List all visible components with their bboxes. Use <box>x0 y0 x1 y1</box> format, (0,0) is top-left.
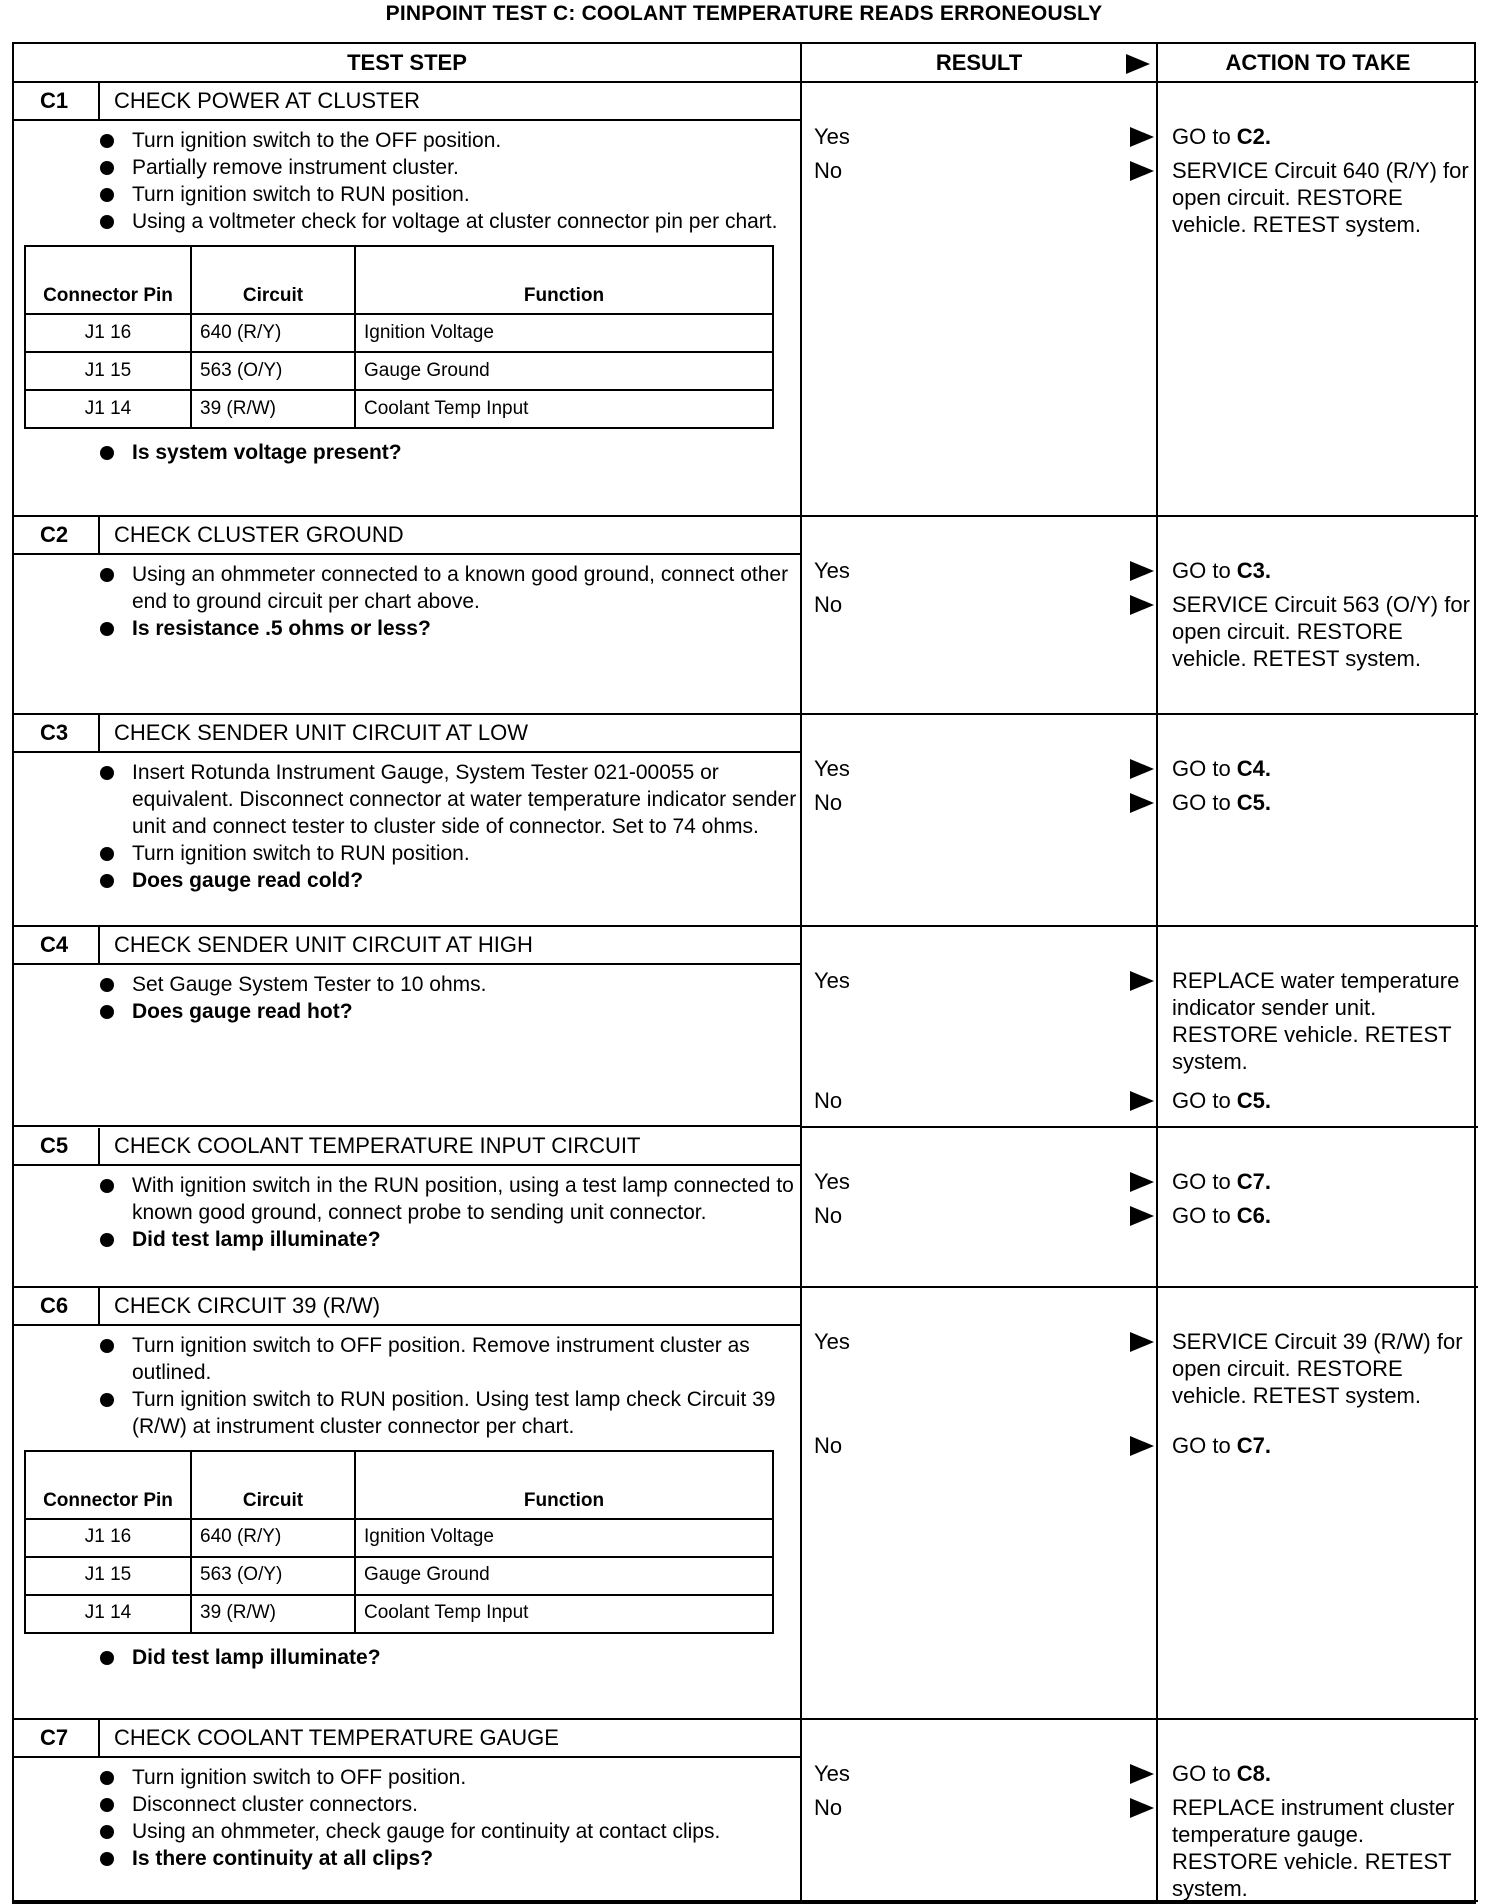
step-instruction <box>110 1818 800 1845</box>
step-header <box>14 83 800 121</box>
step-title: CHECK CIRCUIT 39 (R/W) <box>114 1292 381 1318</box>
cell-function: Coolant Temp Input <box>355 390 773 428</box>
connector-chart <box>24 245 774 429</box>
action-text: GO to C3. <box>1172 558 1272 584</box>
chart-row <box>25 1519 773 1557</box>
cell-function: Ignition Voltage <box>355 314 773 352</box>
bullet-icon <box>100 1005 114 1019</box>
result-no <box>814 789 1154 817</box>
question-text: Does gauge read cold? <box>132 869 364 893</box>
bullet-icon <box>100 766 114 780</box>
bullet-icon <box>100 568 114 582</box>
action-cell-c5 <box>1156 1128 1478 1288</box>
step-body <box>14 753 800 898</box>
cell-circuit: 563 (O/Y) <box>191 1557 355 1595</box>
col-connector-pin: Connector Pin <box>25 246 191 314</box>
question-text: Is resistance .5 ohms or less? <box>132 617 431 641</box>
result-label: Yes <box>814 1328 850 1354</box>
step-instruction <box>110 154 800 181</box>
step-question <box>110 867 800 894</box>
action-text: REPLACE water temperature indicator sender unit. RESTORE vehicle. RETEST system. <box>1172 968 1460 1075</box>
step-title: CHECK COOLANT TEMPERATURE GAUGE <box>114 1724 559 1750</box>
bullet-icon <box>100 847 114 861</box>
step-instruction <box>110 1386 800 1440</box>
question-text: Is there continuity at all clips? <box>132 1846 434 1870</box>
cell-circuit: 640 (R/Y) <box>191 1519 355 1557</box>
result-label: Yes <box>814 1168 850 1194</box>
step-instruction <box>110 1172 800 1226</box>
instruction-text: Turn ignition switch to the OFF position. <box>132 129 502 152</box>
result-yes <box>814 967 1154 995</box>
result-label: Yes <box>814 968 850 994</box>
instruction-text: Using a voltmeter check for voltage at cluster connector pin per chart. <box>132 210 778 233</box>
action-text: GO to C6. <box>1172 1202 1272 1228</box>
result-cell-c7 <box>800 1720 1156 1902</box>
chart-header-row <box>25 246 773 314</box>
question-text: Did test lamp illuminate? <box>132 1227 381 1251</box>
bullet-icon <box>100 1233 114 1247</box>
instruction-text: Using an ohmmeter, check gauge for continuity at contact clips. <box>132 1819 721 1843</box>
chart-row <box>25 314 773 352</box>
action-cell-c4 <box>1156 927 1478 1127</box>
bullet-icon <box>100 978 114 992</box>
chart-header-row <box>25 1451 773 1519</box>
action-cell-c6 <box>1156 1288 1478 1720</box>
step-instruction <box>110 1791 800 1818</box>
step-title: CHECK SENDER UNIT CIRCUIT AT HIGH <box>114 932 533 958</box>
cell-pin: J1 15 <box>25 1557 191 1595</box>
header-result-label: RESULT <box>935 49 1023 75</box>
arrow-right-icon <box>1130 1172 1154 1192</box>
bullet-icon <box>100 188 114 202</box>
result-no <box>814 1087 1154 1115</box>
action-text: GO to C5. <box>1172 790 1272 816</box>
step-reference: C7. <box>1236 1432 1272 1458</box>
step-instruction <box>110 561 800 615</box>
step-body <box>14 1166 800 1257</box>
test-step-c3 <box>14 715 800 927</box>
result-label: Yes <box>814 124 850 149</box>
step-instruction <box>110 1332 800 1386</box>
step-title: CHECK SENDER UNIT CIRCUIT AT LOW <box>114 720 528 746</box>
instruction-text: Turn ignition switch to RUN position. <box>132 183 470 206</box>
step-header <box>14 1720 800 1758</box>
header-action: ACTION TO TAKE <box>1156 44 1478 83</box>
arrow-right-icon <box>1130 1206 1154 1226</box>
col-circuit: Circuit <box>191 1451 355 1519</box>
step-body <box>14 1326 800 1675</box>
result-label: Yes <box>814 558 850 584</box>
step-reference: C4. <box>1236 756 1272 782</box>
document-title: PINPOINT TEST C: COOLANT TEMPERATURE READS ERRONEOUSLY <box>385 2 1103 25</box>
bullet-icon <box>100 446 114 460</box>
instruction-text: Turn ignition switch to RUN position. Using test lamp check Circuit 39 (R/W) at instrument cluster connector per chart. <box>132 1387 776 1438</box>
test-step-c5 <box>14 1128 800 1288</box>
bullet-icon <box>100 161 114 175</box>
question-text: Does gauge read hot? <box>132 1000 353 1024</box>
result-no <box>814 157 1154 185</box>
step-body <box>14 1758 800 1876</box>
bullet-icon <box>100 622 114 636</box>
step-body <box>14 965 800 1029</box>
instruction-text: Partially remove instrument cluster. <box>132 156 459 179</box>
bullet-icon <box>100 1179 114 1193</box>
cell-circuit: 39 (R/W) <box>191 1595 355 1633</box>
bullet-icon <box>100 1393 114 1407</box>
instruction-text: With ignition switch in the RUN position, using a test lamp connected to known good ground, connect probe to sending unit connector. <box>132 1173 794 1224</box>
result-cell-c6 <box>800 1288 1156 1720</box>
step-reference: C3. <box>1236 558 1272 584</box>
header-test-step: TEST STEP <box>14 44 800 83</box>
action-text: GO to C8. <box>1172 1760 1272 1786</box>
action-text: SERVICE Circuit 563 (O/Y) for open circuit. RESTORE vehicle. RETEST system. <box>1172 592 1470 672</box>
instruction-text: Turn ignition switch to RUN position. <box>132 842 470 866</box>
step-question <box>110 439 800 466</box>
arrow-right-icon <box>1130 759 1154 779</box>
bullet-icon <box>100 874 114 888</box>
result-label: No <box>814 158 843 183</box>
instruction-text: Disconnect cluster connectors. <box>132 1792 418 1816</box>
step-question <box>110 998 800 1025</box>
cell-pin: J1 15 <box>25 352 191 390</box>
result-label: No <box>814 1202 843 1228</box>
step-header <box>14 715 800 753</box>
instruction-text: Turn ignition switch to OFF position. <box>132 1765 467 1789</box>
arrow-right-icon <box>1130 1091 1154 1111</box>
cell-function: Coolant Temp Input <box>355 1595 773 1633</box>
step-body <box>14 121 800 470</box>
arrow-right-icon <box>1130 1764 1154 1784</box>
arrow-right-icon <box>1130 561 1154 581</box>
cell-circuit: 39 (R/W) <box>191 390 355 428</box>
arrow-right-icon <box>1130 1332 1154 1352</box>
action-text: GO to C5. <box>1172 1088 1272 1114</box>
step-id: C3 <box>14 715 100 751</box>
cell-pin: J1 16 <box>25 1519 191 1557</box>
bullet-icon <box>100 1798 114 1812</box>
step-id: C4 <box>14 927 100 963</box>
step-instruction <box>110 840 800 867</box>
bullet-icon <box>100 1771 114 1785</box>
chart-row <box>25 1557 773 1595</box>
header-result <box>800 44 1156 83</box>
action-text: REPLACE instrument cluster temperature gauge. RESTORE vehicle. RETEST system. <box>1172 1794 1455 1901</box>
step-reference: C7. <box>1236 1168 1272 1194</box>
step-body <box>14 555 800 646</box>
result-label: No <box>814 592 843 618</box>
test-step-c2 <box>14 517 800 715</box>
result-cell-c3 <box>800 715 1156 927</box>
chart-row <box>25 1595 773 1633</box>
step-header <box>14 927 800 965</box>
arrow-right-icon <box>1130 1798 1154 1818</box>
cell-function: Gauge Ground <box>355 352 773 390</box>
cell-function: Ignition Voltage <box>355 1519 773 1557</box>
result-no <box>814 1794 1154 1822</box>
arrow-right-icon <box>1130 161 1154 181</box>
step-title: CHECK POWER AT CLUSTER <box>114 88 421 113</box>
action-text: SERVICE Circuit 640 (R/Y) for open circuit. RESTORE vehicle. RETEST system. <box>1172 158 1469 237</box>
arrow-right-icon <box>1130 793 1154 813</box>
bullet-icon <box>100 1825 114 1839</box>
step-reference: C2. <box>1236 124 1272 149</box>
arrow-right-icon <box>1130 127 1154 147</box>
step-instruction <box>110 127 800 154</box>
cell-circuit: 563 (O/Y) <box>191 352 355 390</box>
result-yes <box>814 1328 1154 1356</box>
step-instruction <box>110 181 800 208</box>
step-reference: C5. <box>1236 790 1272 816</box>
cell-pin: J1 14 <box>25 1595 191 1633</box>
instruction-text: Using an ohmmeter connected to a known good ground, connect other end to ground circuit per chart above. <box>132 563 789 614</box>
result-yes <box>814 1168 1154 1196</box>
col-function: Function <box>355 1451 773 1519</box>
action-cell-c2 <box>1156 517 1478 715</box>
pinpoint-test-table <box>12 42 1476 1904</box>
arrow-right-icon <box>1126 54 1150 74</box>
result-cell-c4 <box>800 927 1156 1127</box>
result-cell-c1 <box>800 83 1156 517</box>
instruction-text: Insert Rotunda Instrument Gauge, System Tester 021-00055 or equivalent. Disconnect connector at water temperature indicator sender unit and connect tester to cluster side of connector. Set to 74 ohms. <box>132 761 797 839</box>
result-no <box>814 1432 1154 1460</box>
result-label: Yes <box>814 1760 850 1786</box>
test-step-c1 <box>14 83 800 517</box>
step-question <box>110 1644 800 1671</box>
action-cell-c7 <box>1156 1720 1478 1902</box>
instruction-text: Set Gauge System Tester to 10 ohms. <box>132 973 487 997</box>
bullet-icon <box>100 1651 114 1665</box>
result-no <box>814 1202 1154 1230</box>
step-reference: C8. <box>1236 1760 1272 1786</box>
col-function: Function <box>355 246 773 314</box>
arrow-right-icon <box>1130 1436 1154 1456</box>
step-id: C2 <box>14 517 100 553</box>
bullet-icon <box>100 1339 114 1353</box>
result-yes <box>814 755 1154 783</box>
bullet-icon <box>100 134 114 148</box>
step-instruction <box>110 1764 800 1791</box>
action-text: GO to C4. <box>1172 756 1272 782</box>
result-label: No <box>814 1794 843 1820</box>
result-label: Yes <box>814 756 850 782</box>
step-id: C1 <box>14 83 100 119</box>
result-cell-c5 <box>800 1128 1156 1288</box>
test-step-c7 <box>14 1720 800 1902</box>
cell-circuit: 640 (R/Y) <box>191 314 355 352</box>
arrow-right-icon <box>1130 595 1154 615</box>
step-id: C5 <box>14 1128 100 1164</box>
result-cell-c2 <box>800 517 1156 715</box>
question-text: Is system voltage present? <box>132 441 402 464</box>
cell-pin: J1 14 <box>25 390 191 428</box>
step-header <box>14 1128 800 1166</box>
step-question <box>110 1226 800 1253</box>
result-label: No <box>814 1432 843 1458</box>
step-instruction <box>110 971 800 998</box>
connector-chart <box>24 1450 774 1634</box>
col-connector-pin: Connector Pin <box>25 1451 191 1519</box>
action-text: GO to C7. <box>1172 1168 1272 1194</box>
step-instruction <box>110 759 800 840</box>
step-title: CHECK CLUSTER GROUND <box>114 522 404 548</box>
action-text: GO to C7. <box>1172 1432 1272 1458</box>
test-step-c6 <box>14 1288 800 1720</box>
step-id: C7 <box>14 1720 100 1756</box>
arrow-right-icon <box>1130 971 1154 991</box>
instruction-text: Turn ignition switch to OFF position. Remove instrument cluster as outlined. <box>132 1333 750 1384</box>
cell-function: Gauge Ground <box>355 1557 773 1595</box>
step-reference: C5. <box>1236 1088 1272 1114</box>
result-yes <box>814 123 1154 151</box>
chart-row <box>25 390 773 428</box>
result-yes <box>814 557 1154 585</box>
result-yes <box>814 1760 1154 1788</box>
bullet-icon <box>100 1852 114 1866</box>
action-text: SERVICE Circuit 39 (R/W) for open circuit. RESTORE vehicle. RETEST system. <box>1172 1328 1463 1408</box>
bullet-icon <box>100 215 114 229</box>
step-instruction <box>110 208 800 235</box>
step-title: CHECK COOLANT TEMPERATURE INPUT CIRCUIT <box>114 1132 641 1158</box>
test-step-c4 <box>14 927 800 1127</box>
step-reference: C6. <box>1236 1202 1272 1228</box>
action-cell-c3 <box>1156 715 1478 927</box>
result-label: No <box>814 1088 843 1114</box>
question-text: Did test lamp illuminate? <box>132 1645 381 1669</box>
action-text: GO to C2. <box>1172 124 1272 149</box>
cell-pin: J1 16 <box>25 314 191 352</box>
result-no <box>814 591 1154 619</box>
action-cell-c1 <box>1156 83 1478 517</box>
chart-row <box>25 352 773 390</box>
step-header <box>14 517 800 555</box>
col-circuit: Circuit <box>191 246 355 314</box>
step-question <box>110 1845 800 1872</box>
step-header <box>14 1288 800 1326</box>
step-question <box>110 615 800 642</box>
step-id: C6 <box>14 1288 100 1324</box>
result-label: No <box>814 790 843 816</box>
